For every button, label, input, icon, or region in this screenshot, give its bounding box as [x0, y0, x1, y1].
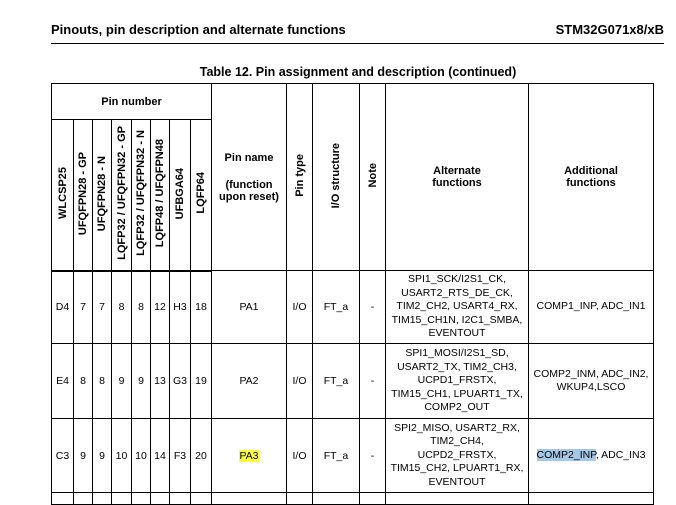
pin-type-header: Pin type [287, 84, 313, 271]
pin-cell: 9 [112, 344, 132, 419]
pin-name-cell: PA1 [212, 271, 287, 344]
package-header-lqfp64: LQFP64 [191, 120, 212, 271]
pin-cell: 7 [93, 271, 112, 344]
table-row [52, 271, 654, 344]
pin-cell: 20 [191, 419, 212, 493]
pin-cell: H3 [170, 271, 191, 344]
io-structure-cell: FT_a [313, 344, 360, 419]
pin-name-header: Pin name (function upon reset) [212, 84, 287, 271]
package-header-ufqfpn28-n: UFQFPN28 - N [93, 120, 112, 271]
additional-functions-cell [529, 419, 654, 493]
alternate-functions-header: Alternate functions [386, 84, 529, 271]
pin-cell: F3 [170, 419, 191, 493]
pin-type-cell: I/O [287, 419, 313, 493]
document-id: STM32G071x8/xB [555, 22, 664, 37]
table-row [52, 344, 654, 419]
note-cell: - [360, 271, 386, 344]
pin-cell: 13 [151, 344, 170, 419]
io-structure-header: I/O structure [313, 84, 360, 271]
additional-text: , ADC_IN3 [595, 448, 646, 461]
pin-cell: 14 [151, 419, 170, 493]
pin-cell: 8 [132, 271, 151, 344]
section-title: Pinouts, pin description and alternate functions [51, 22, 346, 37]
pin-number-group-header: Pin number [52, 84, 212, 120]
pin-cell: C3 [52, 419, 74, 493]
pin-cell: 19 [191, 344, 212, 419]
table-row [52, 419, 654, 493]
io-structure-cell: FT_a [313, 271, 360, 344]
pin-cell: 12 [151, 271, 170, 344]
pin-name-cell [212, 419, 287, 493]
pin-cell: 8 [112, 271, 132, 344]
pin-cell: 7 [74, 271, 93, 344]
pin-cell: E4 [52, 344, 74, 419]
pin-name-cell: PA2 [212, 344, 287, 419]
package-header-lqfp48: LQFP48 / UFQFPN48 [151, 120, 170, 271]
table-caption: Table 12. Pin assignment and description (continued) [199, 65, 517, 79]
header-rule [51, 43, 664, 44]
package-header-ufbga64: UFBGA64 [170, 120, 191, 271]
pin-cell: G3 [170, 344, 191, 419]
table-row [52, 493, 654, 505]
pin-cell: 18 [191, 271, 212, 344]
additional-functions-cell: COMP2_INM, ADC_IN2, WKUP4,LSCO [529, 344, 654, 419]
pin-cell: 10 [132, 419, 151, 493]
package-header-ufqfpn28-gp: UFQFPN28 - GP [74, 120, 93, 271]
io-structure-cell: FT_a [313, 419, 360, 493]
pin-type-cell: I/O [287, 271, 313, 344]
pin-cell: 10 [112, 419, 132, 493]
pin-cell: 9 [132, 344, 151, 419]
pin-cell: D4 [52, 271, 74, 344]
note-header: Note [360, 84, 386, 271]
note-cell: - [360, 344, 386, 419]
pin-cell: 8 [93, 344, 112, 419]
additional-functions-cell: COMP1_INP, ADC_IN1 [529, 271, 654, 344]
package-header-wlcsp25: WLCSP25 [52, 120, 74, 271]
highlighted-pin-name[interactable]: PA3 [239, 449, 259, 462]
alternate-functions-cell: SPI2_MISO, USART2_RX, TIM2_CH4, UCPD2_FRSTX, TIM15_CH2, LPUART1_RX, EVENTOUT [386, 419, 529, 493]
pin-cell: 9 [93, 419, 112, 493]
additional-functions-header: Additional functions [529, 84, 654, 271]
package-header-lqfp32-n: LQFP32 / UFQFPN32 - N [132, 120, 151, 271]
pin-type-cell: I/O [287, 344, 313, 419]
alternate-functions-cell: SPI1_SCK/I2S1_CK, USART2_RTS_DE_CK, TIM2_CH2, USART4_RX, TIM15_CH1N, I2C1_SMBA, EVENTOUT [386, 271, 529, 344]
pin-cell: 9 [74, 419, 93, 493]
selected-text[interactable]: COMP2_INP [536, 448, 596, 461]
package-header-lqfp32-gp: LQFP32 / UFQFPN32 - GP [112, 120, 132, 271]
pin-assignment-table [51, 83, 654, 505]
note-cell: - [360, 419, 386, 493]
pin-cell: 8 [74, 344, 93, 419]
alternate-functions-cell: SPI1_MOSI/I2S1_SD, USART2_TX, TIM2_CH3, UCPD1_FRSTX, TIM15_CH1, LPUART1_TX, COMP2_OUT [386, 344, 529, 419]
